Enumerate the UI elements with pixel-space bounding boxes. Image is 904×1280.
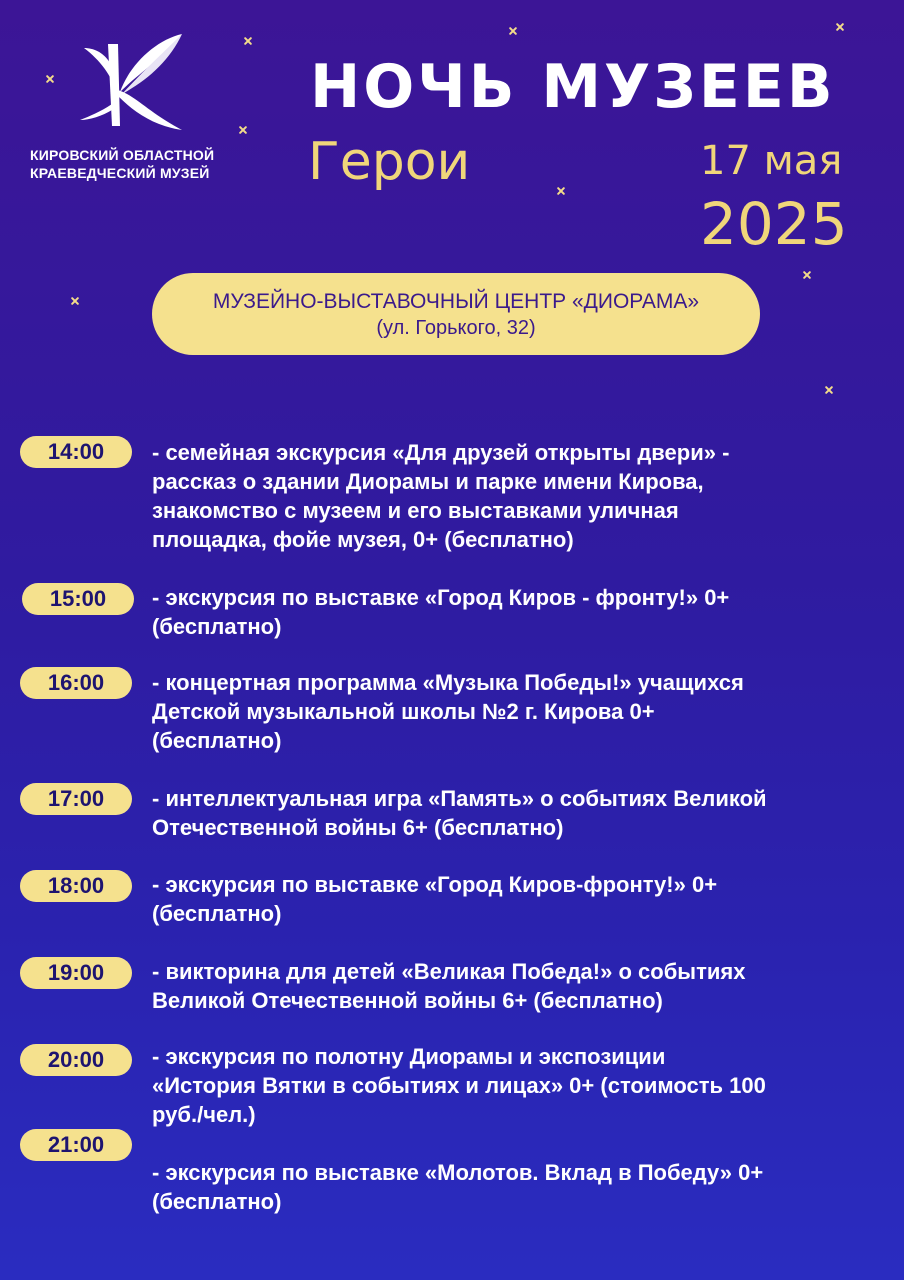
museum-logo [30,30,230,182]
star-icon [835,22,845,32]
schedule-item [152,668,872,755]
star-icon [824,385,834,395]
star-icon [802,270,812,280]
event-line: - семейная экскурсия «Для друзей открыты двери» - [152,440,730,465]
schedule-item [152,1158,872,1216]
event-line: (бесплатно) [152,728,282,753]
event-line: руб./чел.) [152,1102,256,1127]
time-badge: 16:00 [20,667,132,699]
event-title: НОЧЬ МУЗЕЕВ [310,52,836,122]
time-badge: 21:00 [20,1129,132,1161]
event-date: 17 мая [700,138,843,184]
venue-banner [152,273,760,355]
venue-address: (ул. Горького, 32) [376,317,536,339]
event-line: - экскурсия по полотну Диорамы и экспозиции [152,1044,666,1069]
event-line: рассказ о здании Диорамы и парке имени Кирова, [152,469,704,494]
event-line: - викторина для детей «Великая Победа!» о событиях [152,959,746,984]
time-badge: 15:00 [22,583,134,615]
schedule-item [152,1042,872,1129]
event-line: Отечественной войны 6+ (бесплатно) [152,815,564,840]
time-badge: 17:00 [20,783,132,815]
schedule-item [152,583,872,641]
star-icon [70,296,80,306]
time-badge: 18:00 [20,870,132,902]
feather-k-logo-icon [78,30,188,134]
schedule-item [152,784,872,842]
event-line: - экскурсия по выставке «Молотов. Вклад в Победу» 0+ [152,1160,764,1185]
event-line: - экскурсия по выставке «Город Киров-фронту!» 0+ [152,872,718,897]
event-year: 2025 [700,190,848,258]
event-line: - интеллектуальная игра «Память» о событиях Великой [152,786,767,811]
event-line: (бесплатно) [152,901,282,926]
event-line: - концертная программа «Музыка Победы!» учащихся [152,670,744,695]
star-icon [556,186,566,196]
event-line: знакомство с музеем и его выставками уличная [152,498,679,523]
time-badge: 20:00 [20,1044,132,1076]
event-line: Детской музыкальной школы №2 г. Кирова 0+ [152,699,655,724]
venue-name: МУЗЕЙНО-ВЫСТАВОЧНЫЙ ЦЕНТР «ДИОРАМА» [212,290,700,313]
schedule-item [152,957,872,1015]
star-icon [508,26,518,36]
time-badge: 19:00 [20,957,132,989]
logo-line-1: КИРОВСКИЙ ОБЛАСТНОЙ [30,147,215,163]
event-line: (бесплатно) [152,1189,282,1214]
event-line: - экскурсия по выставке «Город Киров - фронту!» 0+ [152,585,730,610]
schedule-item [152,438,872,554]
star-icon [243,36,253,46]
star-icon [238,125,248,135]
logo-line-2: КРАЕВЕДЧЕСКИЙ МУЗЕЙ [30,165,210,181]
event-line: площадка, фойе музея, 0+ (бесплатно) [152,527,574,552]
event-line: «История Вятки в событиях и лицах» 0+ (стоимость 100 [152,1073,766,1098]
time-badge: 14:00 [20,436,132,468]
schedule-item [152,870,872,928]
event-line: (бесплатно) [152,614,282,639]
event-theme: Герои [308,132,471,192]
event-line: Великой Отечественной войны 6+ (бесплатно) [152,988,663,1013]
